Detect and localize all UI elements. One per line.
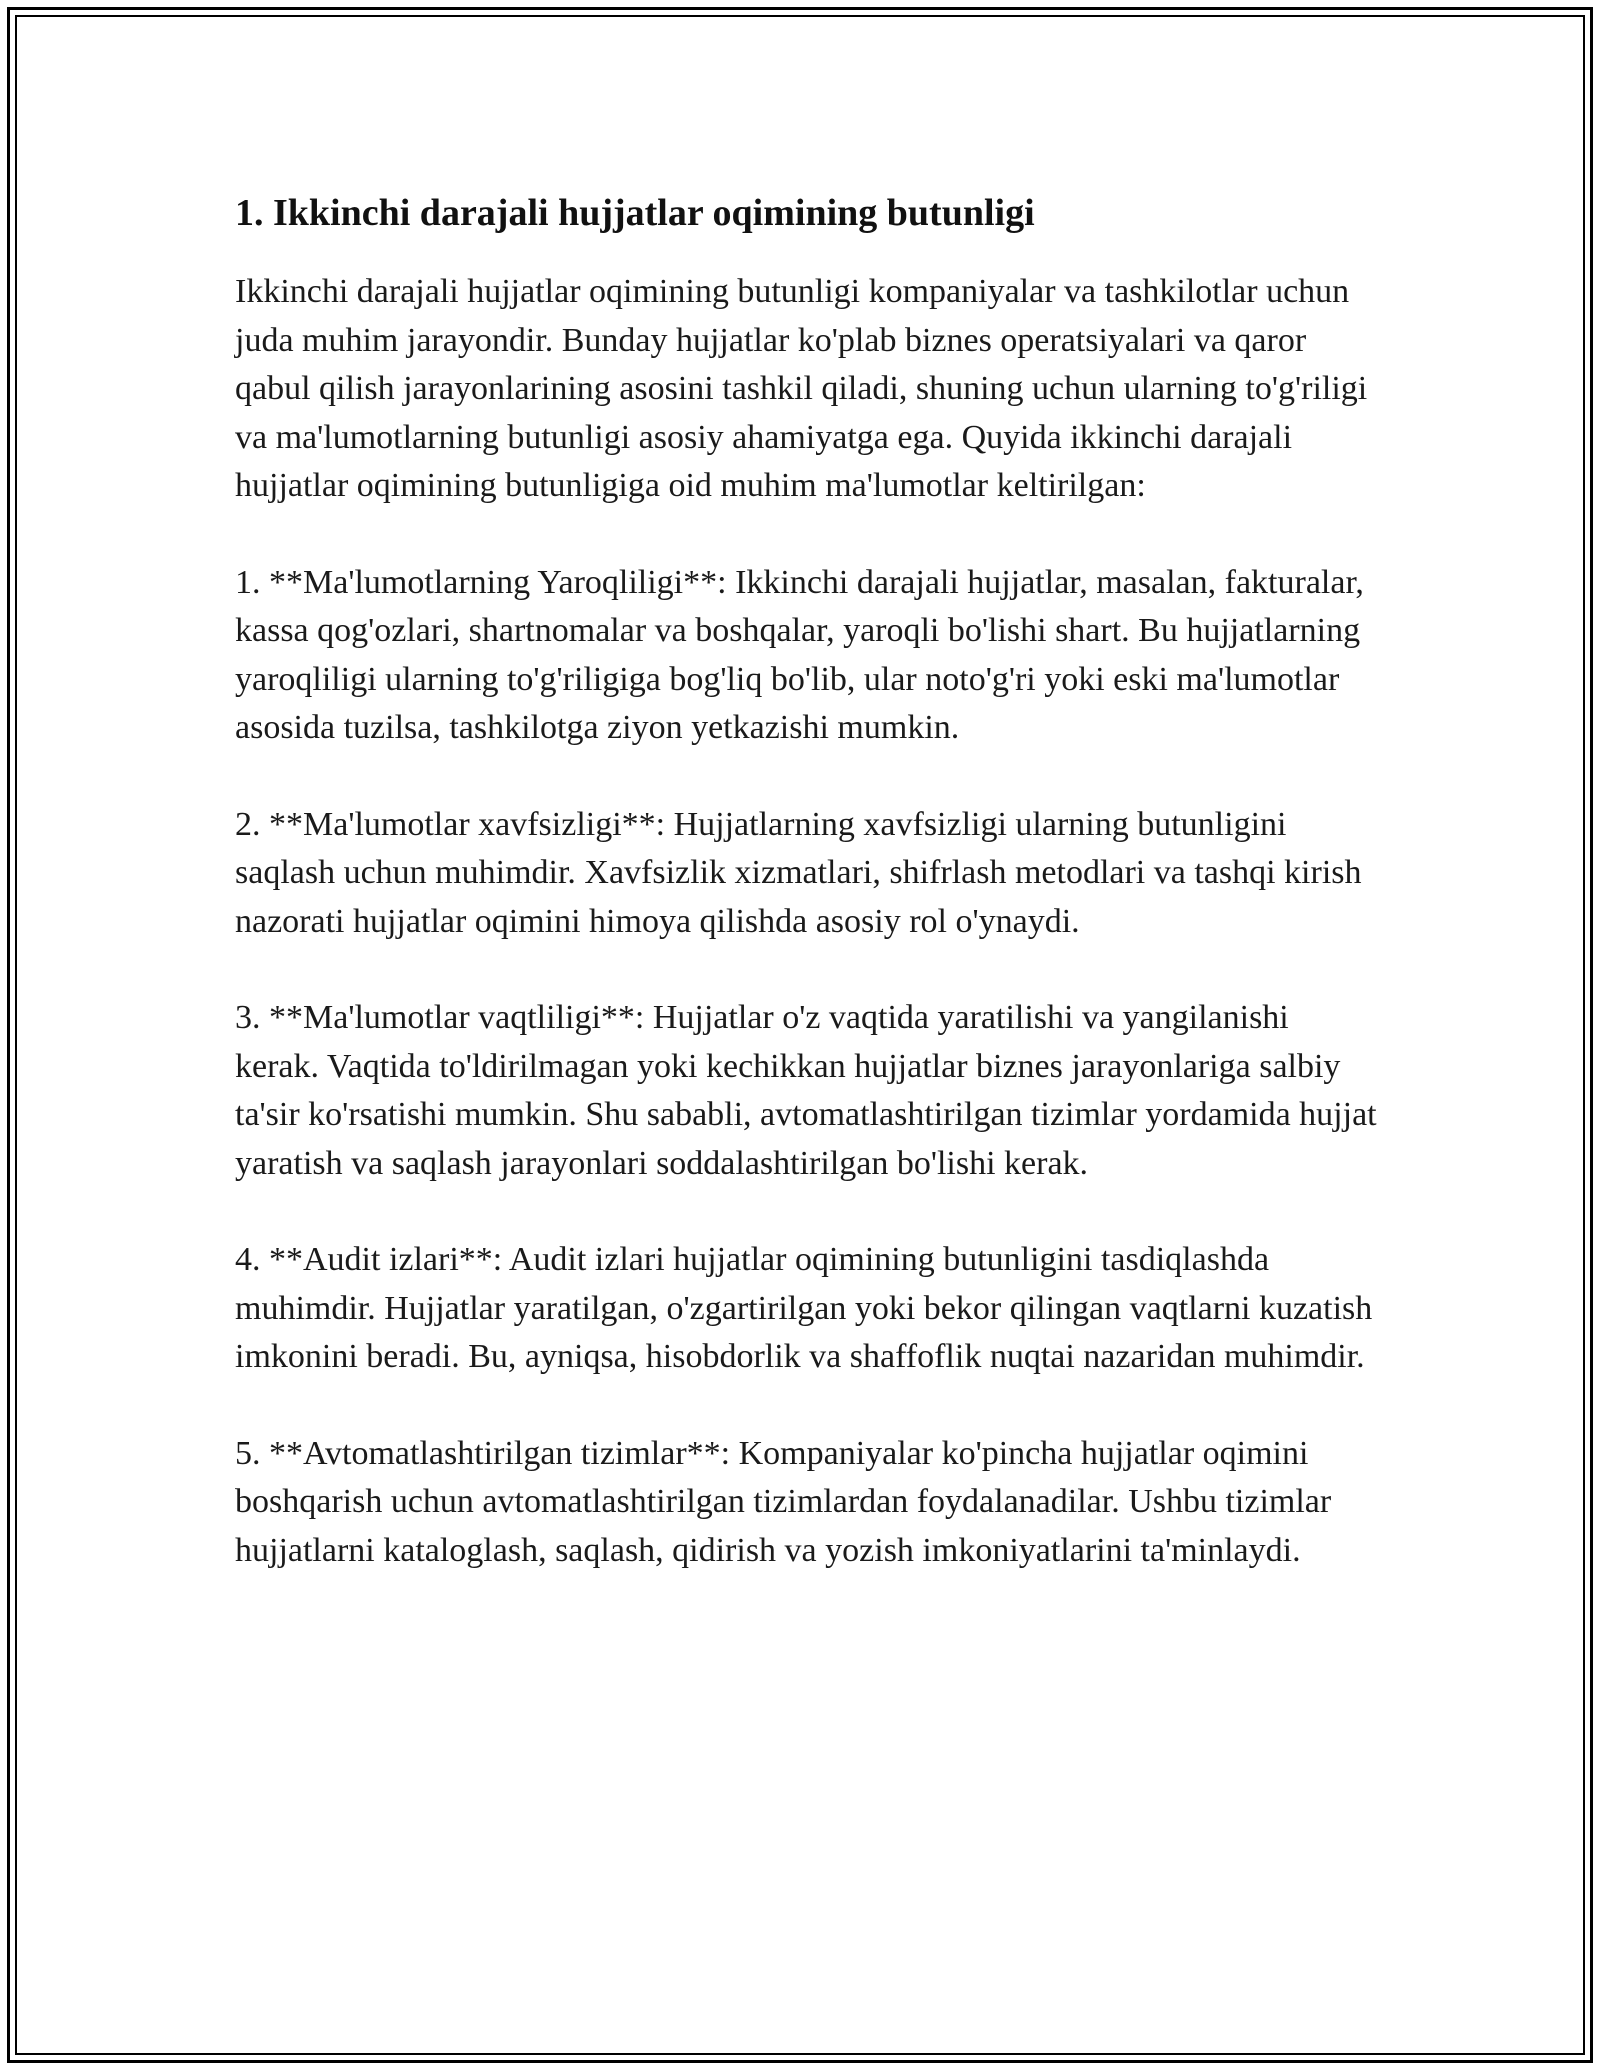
document-title: 1. Ikkinchi darajali hujjatlar oqimining butunligi: [235, 192, 1035, 234]
document-body: [235, 188, 1380, 1623]
intro-paragraph: Ikkinchi darajali hujjatlar oqimining butunligi kompaniyalar va tashkilotlar uchun juda muhim jarayondir. Bunday hujjatlar ko'plab biznes operatsiyalari va qaror qabul qilish jarayonlarining asosini tashkil qiladi, shuning uchun ularning to'g'riligi va ma'lumotlarning butunligi asosiy ahamiyatga ega. Quyida ikkinchi darajali hujjatlar oqimining butunligiga oid muhim ma'lumotlar keltirilgan:: [235, 273, 1368, 504]
item-paragraph-5: 5. **Avtomatlashtirilgan tizimlar**: Kompaniyalar ko'pincha hujjatlar oqimini boshqarish uchun avtomatlashtirilgan tizimlardan foydalanadilar. Ushbu tizimlar hujjatlarni kataloglash, saqlash, qidirish va yozish imkoniyatlarini ta'minlaydi.: [235, 1434, 1332, 1569]
item-paragraph-2: 2. **Ma'lumotlar xavfsizligi**: Hujjatlarning xavfsizligi ularning butunligini saqlash uchun muhimdir. Xavfsizlik xizmatlari, shifrlash metodlari va tashqi kirish nazorati hujjatlar oqimini himoya qilishda asosiy rol o'ynaydi.: [235, 805, 1362, 940]
item-paragraph-4: 4. **Audit izlari**: Audit izlari hujjatlar oqimining butunligini tasdiqlashda muhimdir. Hujjatlar yaratilgan, o'zgartirilgan yoki bekor qilingan vaqtlarni kuzatish imkonini beradi. Bu, ayniqsa, hisobdorlik va shaffoflik nuqtai nazaridan muhimdir.: [235, 1241, 1373, 1375]
item-paragraph-3: 3. **Ma'lumotlar vaqtliligi**: Hujjatlar o'z vaqtida yaratilishi va yangilanishi kerak. Vaqtida to'ldirilmagan yoki kechikkan hujjatlar biznes jarayonlariga salbiy ta'sir ko'rsatishi mumkin. Shu sababli, avtomatlashtirilgan tizimlar yordamida hujjat yaratish va saqlash jarayonlari soddalashtirilgan bo'lishi kerak.: [235, 999, 1377, 1182]
item-paragraph-1: 1. **Ma'lumotlarning Yaroqliligi**: Ikkinchi darajali hujjatlar, masalan, fakturalar, kassa qog'ozlari, shartnomalar va boshqalar, yaroqli bo'lishi shart. Bu hujjatlarning yaroqliligi ularning to'g'riligiga bog'liq bo'lib, ular noto'g'ri yoki eski ma'lumotlar asosida tuzilsa, tashkilotga ziyon yetkazishi mumkin.: [235, 563, 1364, 746]
